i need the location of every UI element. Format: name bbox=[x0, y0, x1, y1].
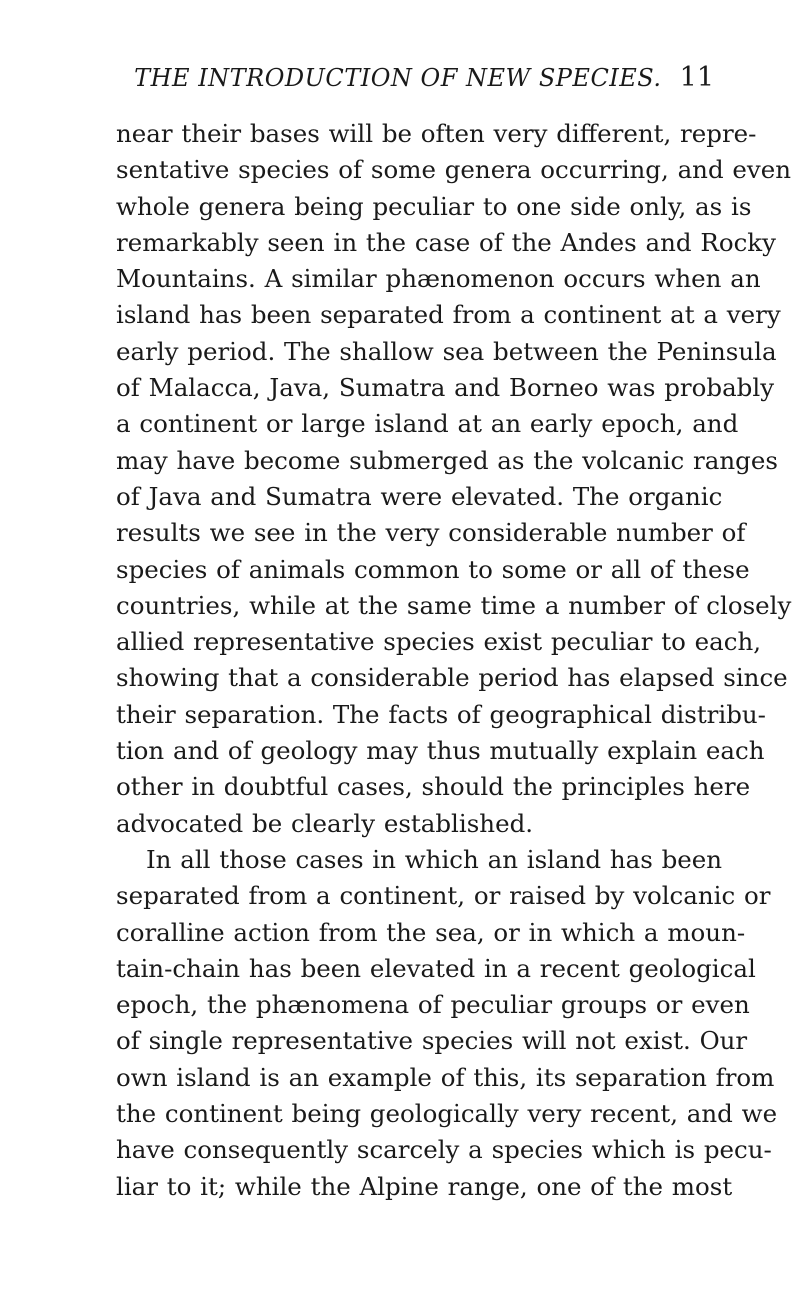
text-line: tion and of geology may thus mutually explain each bbox=[116, 736, 765, 766]
text-line: epoch, the phænomena of peculiar groups or even bbox=[116, 990, 750, 1020]
running-title: THE INTRODUCTION OF NEW SPECIES. bbox=[134, 64, 662, 92]
text-line: showing that a considerable period has elapsed since bbox=[116, 663, 788, 693]
text-line: Mountains. A similar phænomenon occurs when an bbox=[116, 264, 761, 294]
page-number: 11 bbox=[679, 62, 714, 93]
text-line: results we see in the very considerable number of bbox=[116, 518, 746, 548]
text-line: their separation. The facts of geographical distribu- bbox=[116, 699, 766, 729]
text-line: near their bases will be often very different, repre- bbox=[116, 119, 757, 148]
text-line: sentative species of some genera occurring, and even bbox=[116, 155, 792, 185]
body-text bbox=[116, 116, 792, 1205]
text-line: other in doubtful cases, should the principles here bbox=[116, 772, 751, 802]
text-line: may have become submerged as the volcanic ranges bbox=[116, 445, 778, 475]
text-line: tain-chain has been elevated in a recent geological bbox=[116, 953, 756, 983]
running-head bbox=[116, 62, 714, 98]
text-line: own island is an example of this, its separation from bbox=[116, 1062, 775, 1092]
text-line: a continent or large island at an early epoch, and bbox=[116, 409, 739, 439]
text-line: separated from a continent, or raised by volcanic or bbox=[116, 881, 771, 911]
text-line: coralline action from the sea, or in which a moun- bbox=[116, 917, 746, 947]
text-line: early period. The shallow sea between the Peninsula bbox=[116, 336, 777, 366]
text-line: species of animals common to some or all of these bbox=[116, 554, 750, 584]
text-line: of Malacca, Java, Sumatra and Borneo was probably bbox=[116, 373, 775, 403]
text-line: the continent being geologically very recent, and we bbox=[116, 1099, 778, 1129]
text-line: advocated be clearly established. bbox=[116, 808, 534, 838]
text-line: of Java and Sumatra were elevated. The organic bbox=[116, 481, 723, 511]
text-line: of single representative species will not exist. Our bbox=[116, 1026, 748, 1056]
text-line: allied representative species exist peculiar to each, bbox=[116, 627, 762, 657]
text-line: remarkably seen in the case of the Andes and Rocky bbox=[116, 227, 776, 257]
text-line: countries, while at the same time a number of closely bbox=[116, 590, 792, 620]
text-line: island has been separated from a continent at a very bbox=[116, 300, 781, 330]
text-line: whole genera being peculiar to one side only, as is bbox=[116, 191, 752, 221]
text-line: liar to it; while the Alpine range, one of the most bbox=[116, 1171, 733, 1201]
text-line: have consequently scarcely a species which is pecu- bbox=[116, 1135, 772, 1165]
paragraph-start-line: In all those cases in which an island has been bbox=[146, 844, 723, 874]
